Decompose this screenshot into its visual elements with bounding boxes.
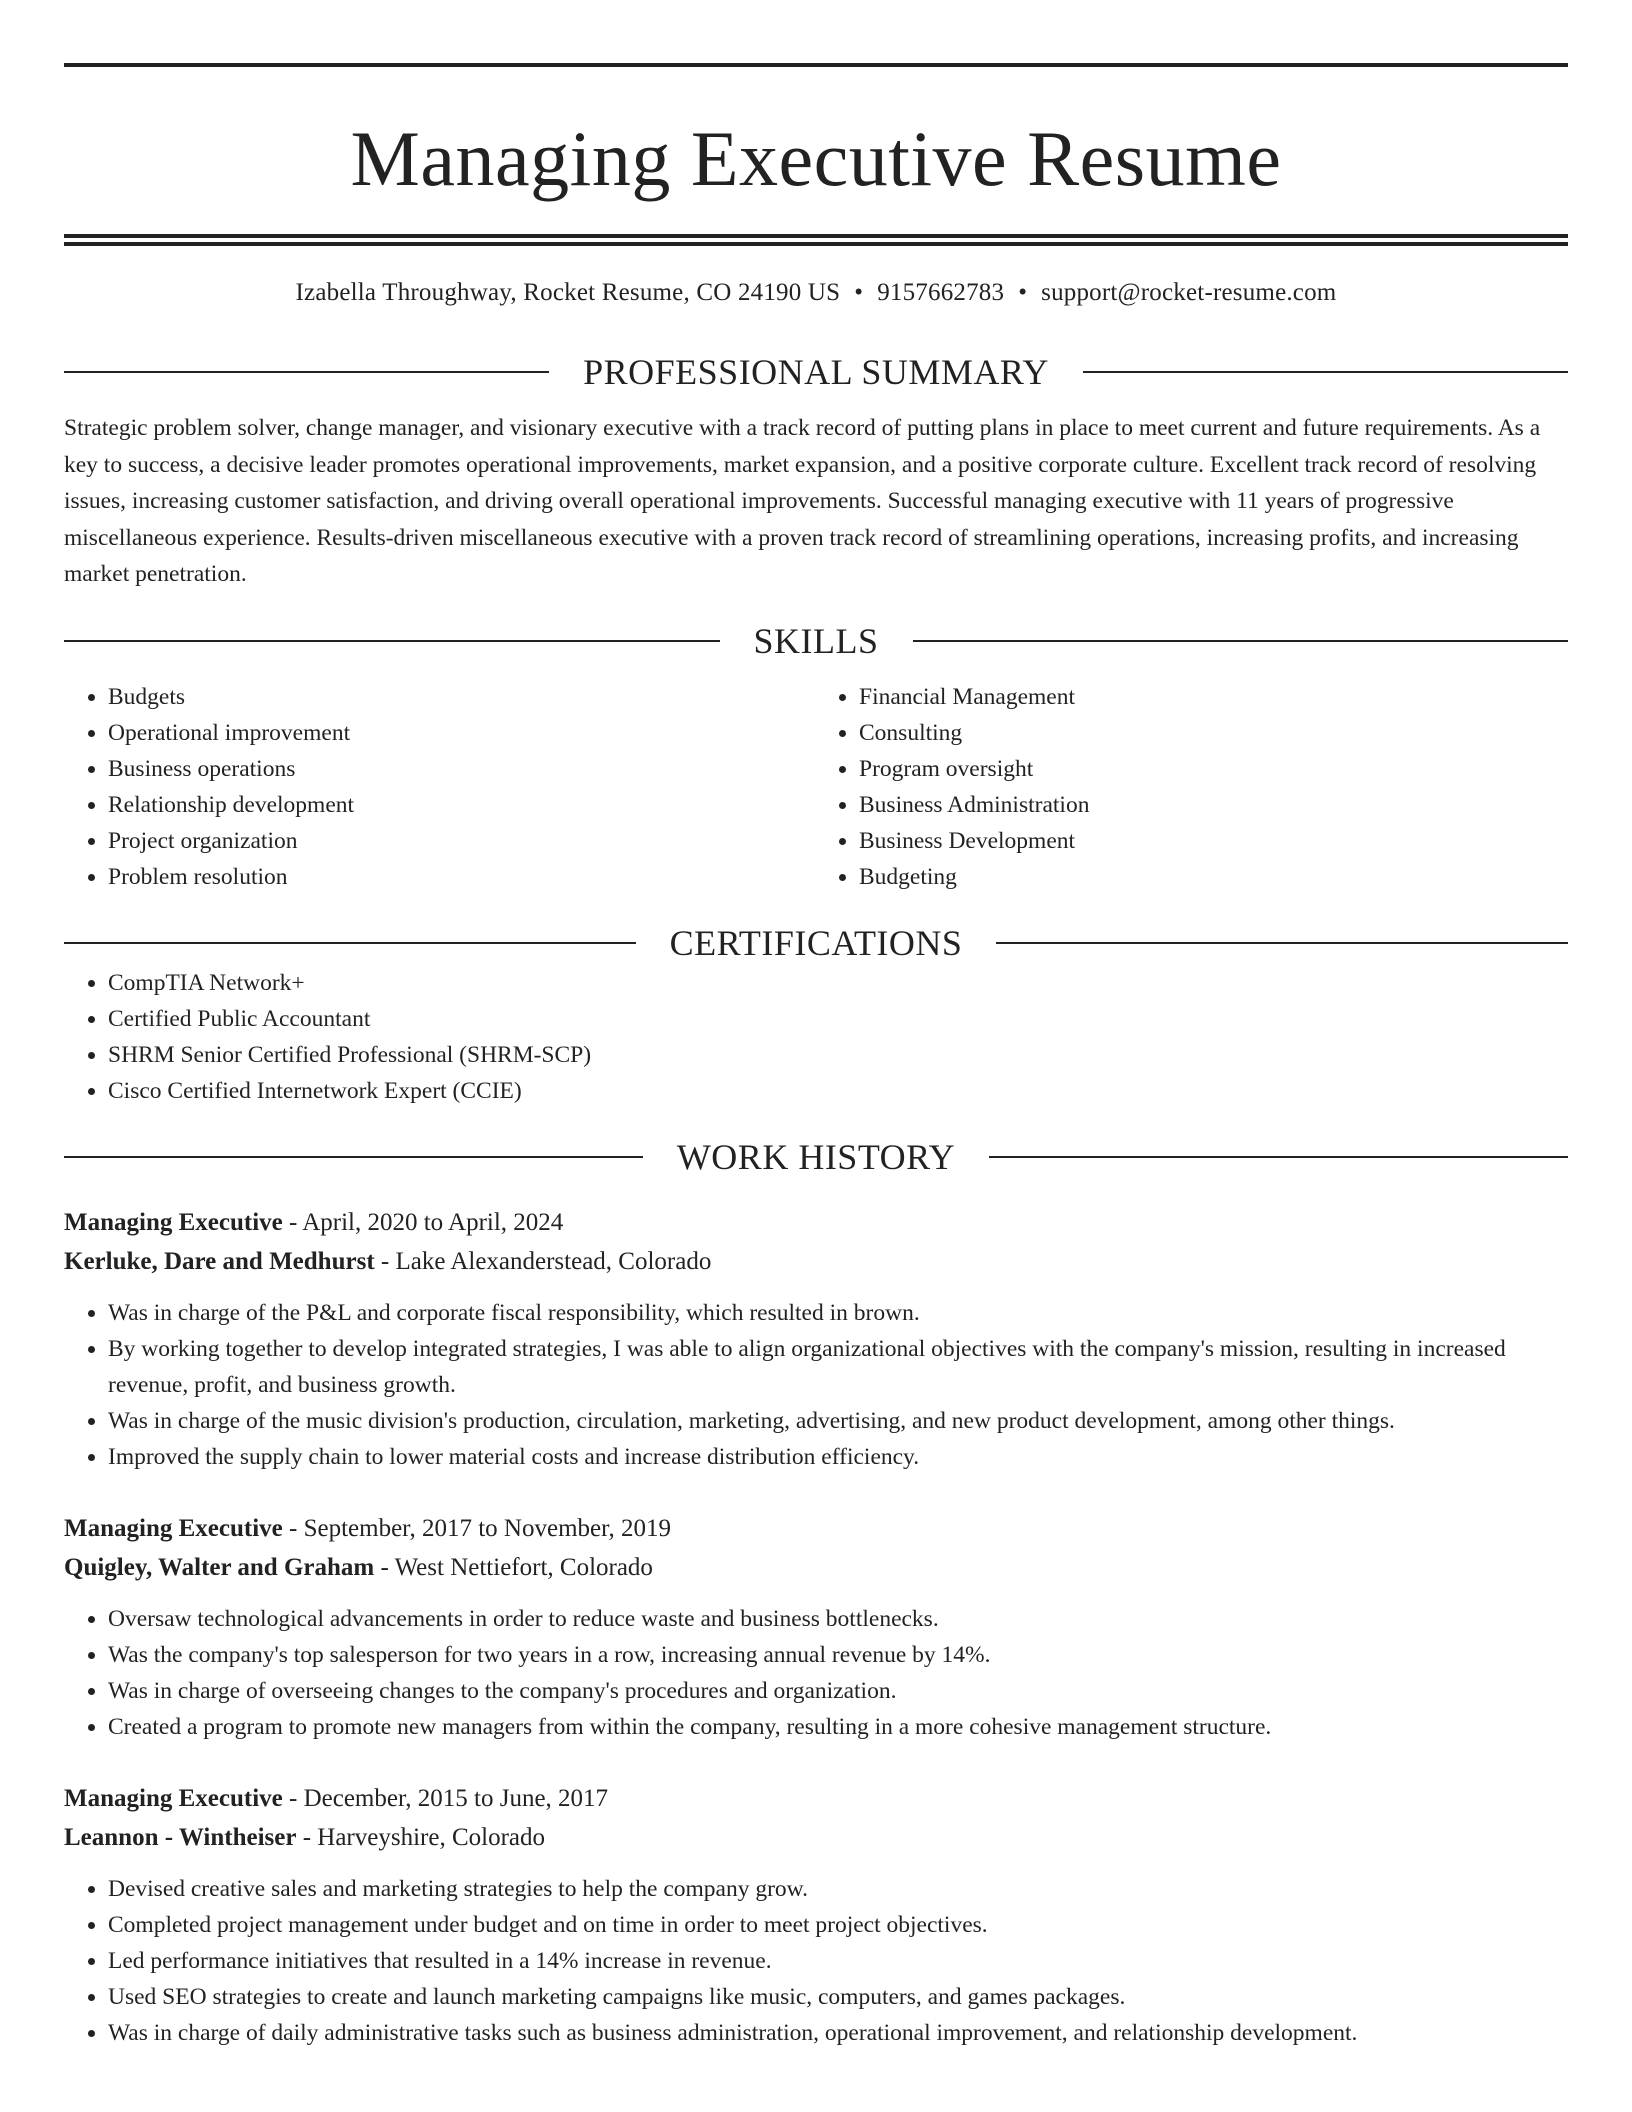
section-title: CERTIFICATIONS (669, 922, 963, 963)
job-bullet: • Devised creative sales and marketing strategies to help the company grow. (108, 1871, 1568, 1907)
section-title: SKILLS (753, 620, 879, 661)
certification-item: • Cisco Certified Internetwork Expert (CCIE) (108, 1073, 1568, 1109)
certification-item: • SHRM Senior Certified Professional (SHRM-SCP) (108, 1037, 1568, 1073)
job-bullet: • Improved the supply chain to lower material costs and increase distribution efficiency. (108, 1439, 1568, 1475)
skills-section-header (64, 619, 1568, 663)
skill-item: • Relationship development (108, 787, 817, 823)
certification-item: • Certified Public Accountant (108, 1001, 1568, 1037)
job-location: - Harveyshire, Colorado (296, 1823, 545, 1851)
skill-item: • Business Administration (859, 787, 1568, 823)
certification-item: • CompTIA Network+ (108, 965, 1568, 1001)
skill-item: • Project organization (108, 823, 817, 859)
top-rule (64, 63, 1568, 67)
job-bullet: • Created a program to promote new managers from within the company, resulting in a more cohesive management structure. (108, 1709, 1568, 1745)
section-rule-left (64, 1156, 643, 1158)
job-bullet: • Was in charge of daily administrative tasks such as business administration, operational improvement, and relationship development. (108, 2015, 1568, 2051)
job-company-line (64, 1242, 1568, 1281)
job-location: - Lake Alexanderstead, Colorado (374, 1247, 712, 1275)
skill-item: • Financial Management (859, 679, 1568, 715)
section-rule-right (1083, 371, 1568, 373)
section-rule-left (64, 640, 720, 642)
job-dates: - September, 2017 to November, 2019 (282, 1514, 671, 1542)
job-bullet: • By working together to develop integrated strategies, I was able to align organizational objectives with the company's mission, resulting in increased revenue, profit, and business growth. (108, 1331, 1568, 1403)
job-bullet: • Was in charge of overseeing changes to the company's procedures and organization. (108, 1673, 1568, 1709)
skill-item: • Business Development (859, 823, 1568, 859)
job-title: Managing Executive (64, 1784, 283, 1812)
job-bullet: • Led performance initiatives that resulted in a 14% increase in revenue. (108, 1943, 1568, 1979)
skill-item: • Problem resolution (108, 859, 817, 895)
section-rule-left (64, 942, 636, 944)
job-title-line (64, 1779, 1568, 1818)
skill-item: • Consulting (859, 715, 1568, 751)
job-entry (64, 1203, 1568, 1475)
skill-item: • Business operations (108, 751, 817, 787)
skill-item: • Budgets (108, 679, 817, 715)
skills-column-right (817, 679, 1568, 895)
job-location: - West Nettiefort, Colorado (374, 1553, 653, 1581)
job-title-line (64, 1203, 1568, 1242)
job-company-line (64, 1548, 1568, 1587)
job-title: Managing Executive (64, 1514, 283, 1542)
job-bullets (64, 1871, 1568, 2051)
title-double-rule (64, 234, 1568, 246)
job-bullet: • Used SEO strategies to create and launch marketing campaigns like music, computers, and games packages. (108, 1979, 1568, 2015)
contact-phone: 9157662783 (877, 279, 1005, 306)
job-company: Leannon - Wintheiser (64, 1823, 297, 1851)
job-title: Managing Executive (64, 1208, 283, 1236)
job-dates: - April, 2020 to April, 2024 (282, 1208, 564, 1236)
job-company: Kerluke, Dare and Medhurst (64, 1247, 375, 1275)
job-bullet: • Completed project management under budget and on time in order to meet project objectives. (108, 1907, 1568, 1943)
skills-column-left (64, 679, 817, 895)
contact-email: support@rocket-resume.com (1041, 279, 1337, 306)
job-entry (64, 1779, 1568, 2051)
job-bullets (64, 1601, 1568, 1745)
job-bullets (64, 1295, 1568, 1475)
work-history-section-header (64, 1135, 1568, 1179)
contact-line (64, 276, 1568, 310)
section-rule-right (989, 1156, 1568, 1158)
contact-separator: • (854, 279, 864, 306)
certifications-section-header (64, 921, 1568, 965)
job-company: Quigley, Walter and Graham (64, 1553, 375, 1581)
skill-item: • Operational improvement (108, 715, 817, 751)
job-dates: - December, 2015 to June, 2017 (282, 1784, 609, 1812)
job-bullet: • Was in charge of the P&L and corporate fiscal responsibility, which resulted in brown. (108, 1295, 1568, 1331)
section-title: WORK HISTORY (676, 1136, 956, 1177)
section-rule-left (64, 371, 549, 373)
section-rule-right (996, 942, 1568, 944)
job-bullet: • Oversaw technological advancements in order to reduce waste and business bottlenecks. (108, 1601, 1568, 1637)
summary-text: Strategic problem solver, change manager, and visionary executive with a track record of putting plans in place to meet current and future requirements. As a key to success, a decisive leader promotes operational improvements, market expansion, and a positive corporate culture. Excellent track record of resolving issues, increasing customer satisfaction, and driving overall operational improvements. Successful managing executive with 11 years of progressive miscellaneous experience. Results-driven miscellaneous executive with a proven track record of streamlining operations, increasing profits, and increasing market penetration. (64, 415, 1541, 587)
job-company-line (64, 1818, 1568, 1857)
section-title: PROFESSIONAL SUMMARY (583, 352, 1049, 392)
section-rule-right (913, 640, 1569, 642)
resume-title: Managing Executive Resume (350, 115, 1282, 202)
job-entry (64, 1509, 1568, 1745)
contact-address: Izabella Throughway, Rocket Resume, CO 24190 US (295, 279, 841, 306)
skill-item: • Budgeting (859, 859, 1568, 895)
job-title-line (64, 1509, 1568, 1548)
contact-separator: • (1018, 279, 1028, 306)
skill-item: • Program oversight (859, 751, 1568, 787)
certifications-list (64, 965, 1568, 1109)
skills-list (64, 679, 1568, 895)
summary-section-header (64, 350, 1568, 394)
job-bullet: • Was the company's top salesperson for two years in a row, increasing annual revenue by 14%. (108, 1637, 1568, 1673)
job-bullet: • Was in charge of the music division's production, circulation, marketing, advertising, and new product development, among other things. (108, 1403, 1568, 1439)
